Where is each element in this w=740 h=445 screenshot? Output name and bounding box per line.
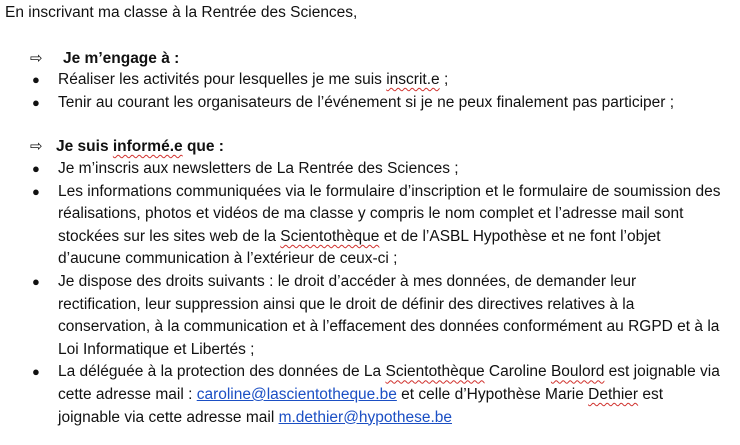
- list-item: ● Tenir au courant les organisateurs de l’événement si je ne peux finalement pas participer ;: [0, 92, 723, 115]
- spellcheck-flagged-word[interactable]: Dethier: [588, 385, 639, 403]
- email-link-caroline[interactable]: caroline@lascientotheque.be: [196, 385, 397, 403]
- list-item: ● Les informations communiquées via le formulaire d’inscription et le formulaire de soumission des réalisations, photos et vidéos de ma classe y compris le nom complet et l’adresse mail sont stockées sur les sites web de la Scientothèque et de l’ASBL Hypothèse et ne font l’objet d’aucune communication à l’extérieur de ceux-ci ;: [32, 182, 721, 268]
- commitments-list: [0, 69, 723, 114]
- spellcheck-flagged-word[interactable]: Scientothèque: [385, 363, 485, 381]
- list-item: ● La déléguée à la protection des données de La Scientothèque Caroline Boulord est joignable via cette adresse mail : caroline@lascientotheque.be et celle d’Hypothèse Marie Dethier est joignable via cette adresse mail m.dethier@hypothese.be: [32, 363, 720, 426]
- intro-line: En inscrivant ma classe à la Rentrée des Sciences,: [5, 4, 358, 21]
- bullet-icon: ●: [32, 364, 40, 380]
- spellcheck-flagged-word[interactable]: informé.e: [112, 138, 183, 155]
- list-item: ● Réaliser les activités pour lesquelles je me suis inscrit.e ;: [0, 69, 723, 92]
- section-information-heading: ⇨ Je suis informé.e que :: [30, 135, 224, 159]
- list-item: ● Je m’inscris aux newsletters de La Rentrée des Sciences ;: [0, 158, 723, 181]
- section-commitments-heading: [30, 47, 179, 71]
- bullet-icon: ●: [32, 161, 40, 176]
- bullet-icon: ●: [32, 273, 40, 289]
- bullet-icon: ●: [32, 72, 40, 87]
- spellcheck-flagged-word[interactable]: Boulord: [550, 363, 605, 381]
- spellcheck-flagged-word[interactable]: inscrit.e: [386, 71, 440, 88]
- email-link-dethier[interactable]: m.dethier@hypothese.be: [278, 408, 452, 426]
- section-commitments-title: Je m’engage à :: [63, 50, 180, 67]
- spellcheck-flagged-word[interactable]: Scientothèque: [280, 227, 380, 245]
- bullet-icon: ●: [32, 94, 40, 110]
- hollow-right-arrow-icon: ⇨: [30, 137, 43, 155]
- hollow-right-arrow-icon: ⇨: [30, 49, 43, 67]
- information-list: [0, 158, 723, 429]
- bullet-icon: ●: [32, 183, 40, 199]
- list-item: ● Je dispose des droits suivants : le droit d’accéder à mes données, de demander leur rectification, leur suppression ainsi que le droit de définir des directives relatives à la conservation, à la communication et à l’effacement des données conformément au RGPD et à la Loi Informatique et Libertés ;: [32, 272, 720, 358]
